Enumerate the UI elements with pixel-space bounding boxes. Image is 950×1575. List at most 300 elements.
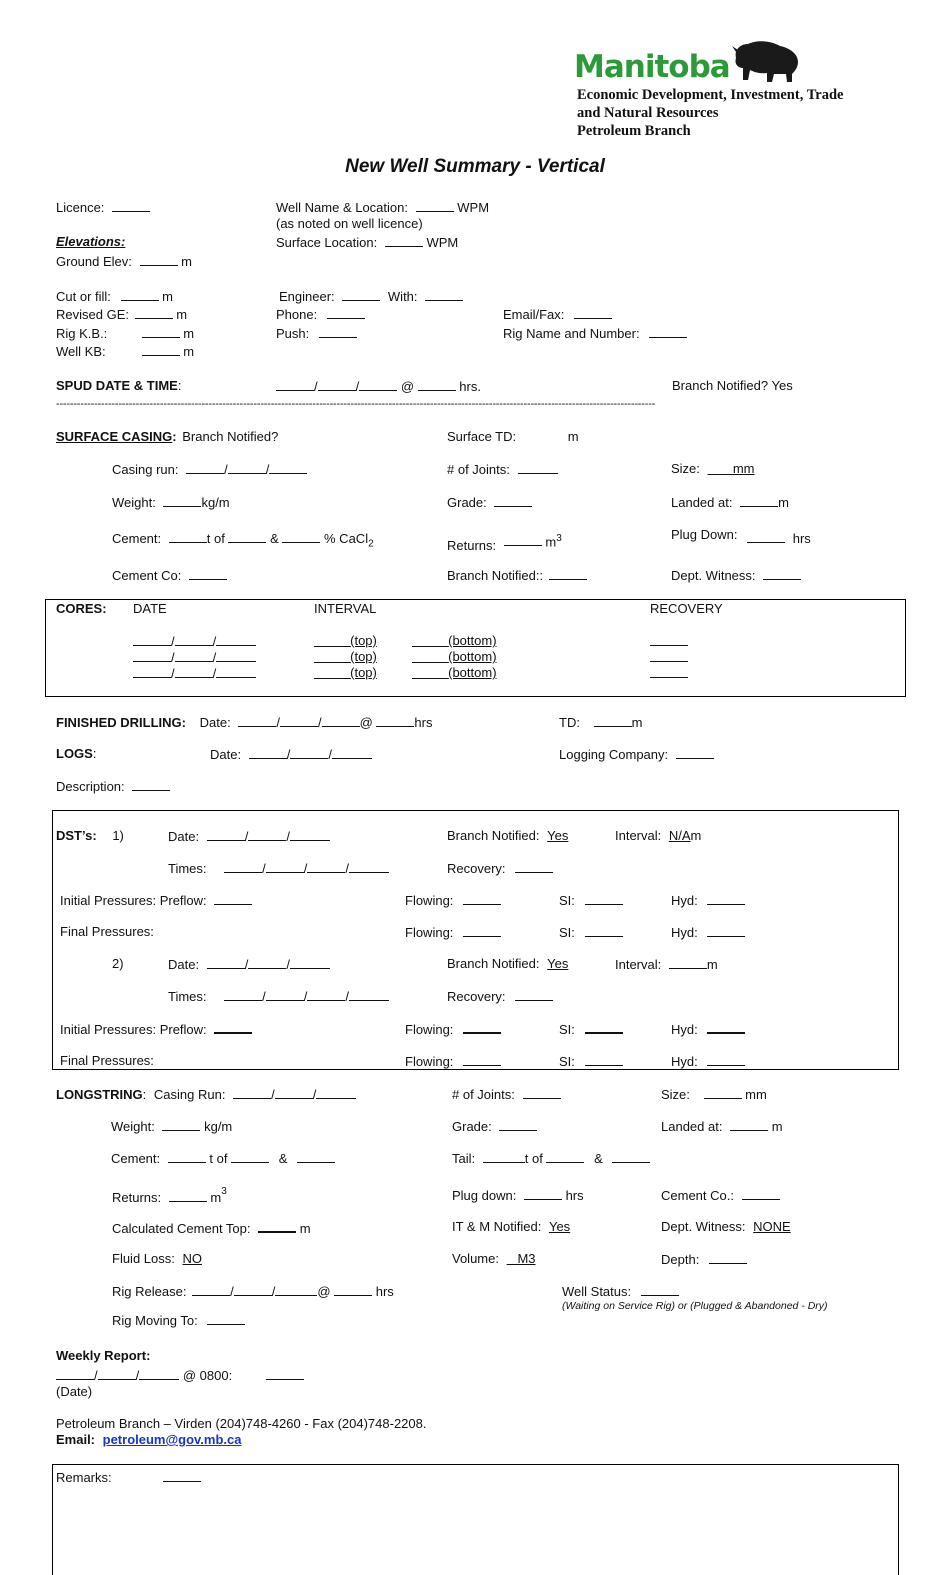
dst-year-field[interactable]: [290, 956, 330, 969]
dst-2-date-row: Date: / /: [168, 956, 330, 973]
spud-time-field[interactable]: [418, 378, 456, 391]
ls-landed-field[interactable]: [730, 1118, 768, 1131]
dst-time-field[interactable]: [266, 860, 304, 873]
rig-release-day-field[interactable]: [192, 1283, 230, 1296]
ground-elev-field[interactable]: [140, 253, 178, 266]
m-unit: m: [183, 344, 195, 359]
dst-times-label: Times:: [168, 989, 207, 1004]
dst-branch-yes: Yes: [547, 828, 569, 843]
sc-branch-notified-label: Branch Notified?: [182, 429, 279, 444]
cores-date-header: DATE: [133, 601, 167, 616]
ls-dept-witness-row: [661, 1219, 791, 1235]
m-unit: m: [631, 715, 643, 730]
hyd-row: [671, 892, 745, 909]
rig-name-label: Rig Name and Number:: [503, 326, 640, 341]
logging-company-field[interactable]: [676, 746, 714, 759]
spud-label-text: SPUD DATE & TIME: [56, 378, 178, 393]
si-field[interactable]: [585, 892, 623, 905]
dst-2-times-row: Times: / / /: [168, 988, 389, 1005]
depth-field[interactable]: [709, 1251, 747, 1264]
mm-unit: mm: [732, 461, 755, 476]
longstring-row: LONGSTRING: Casing Run: / /: [56, 1086, 356, 1103]
top-label: (top): [350, 649, 377, 664]
sc-cement-co-field[interactable]: [189, 567, 227, 580]
t-of-label: t of: [206, 531, 225, 546]
with-field[interactable]: [425, 288, 463, 301]
sc-cement-field[interactable]: [169, 530, 207, 543]
itm-yes: Yes: [548, 1219, 571, 1234]
t-of-label: t of: [209, 1151, 228, 1166]
rig-release-time-field[interactable]: [334, 1283, 372, 1296]
phone-label: Phone:: [276, 307, 318, 322]
dst-year-field[interactable]: [290, 828, 330, 841]
hyd-label: Hyd:: [671, 1054, 698, 1069]
logging-company-row: [559, 746, 714, 763]
rig-moving-label: Rig Moving To:: [112, 1313, 198, 1328]
dst-date-label: Date:: [168, 829, 200, 844]
dst-month-field[interactable]: [248, 828, 286, 841]
td-field[interactable]: [594, 714, 632, 727]
spud-branch-notified: Branch Notified? Yes: [672, 378, 793, 393]
sc-size-field[interactable]: [708, 461, 755, 476]
sc-joints-field[interactable]: [518, 461, 558, 474]
licence-row: [56, 199, 150, 216]
dept-witness-none: NONE: [753, 1219, 791, 1234]
dst-month-field[interactable]: [248, 956, 286, 969]
remarks-field[interactable]: [163, 1469, 201, 1482]
si-row: [559, 1020, 623, 1038]
core-month-field[interactable]: [175, 649, 213, 662]
td-row: [559, 714, 642, 731]
hrs-label: hrs.: [459, 379, 481, 394]
dst-day-field[interactable]: [207, 956, 245, 969]
ls-cement-field[interactable]: [168, 1150, 206, 1163]
sc-cement-co-label: Cement Co:: [112, 568, 182, 583]
spud-day-field[interactable]: [276, 378, 314, 391]
hyd-row: [671, 924, 745, 941]
ls-returns-row: [112, 1184, 227, 1206]
casing-run-label: Casing run:: [112, 462, 179, 477]
core-top-field[interactable]: [314, 649, 377, 665]
sc-plug-down-row: [671, 526, 811, 546]
m-unit: m: [162, 289, 173, 304]
ls-weight-field[interactable]: [162, 1118, 200, 1131]
amp-label: &: [278, 1151, 288, 1166]
description-label: Description:: [56, 779, 125, 794]
dst-time-field[interactable]: [349, 860, 389, 873]
ls-size-label: Size:: [661, 1087, 690, 1102]
cut-fill-field[interactable]: [121, 288, 159, 301]
sc-cement-row: [112, 530, 374, 553]
logs-month-field[interactable]: [290, 746, 328, 759]
longstring-label: LONGSTRING: [56, 1087, 143, 1102]
ls-weight-row: [111, 1118, 232, 1135]
sc-branch-notified2-field[interactable]: [549, 567, 587, 580]
licence-label: Licence:: [56, 200, 105, 215]
core-row: / /: [133, 665, 256, 682]
calc-cement-top-field[interactable]: [258, 1219, 296, 1233]
surface-casing-heading: SURFACE CASING: Branch Notified?: [56, 429, 279, 444]
sc-branch-notified-row: [447, 567, 587, 584]
core-recovery-field[interactable]: [650, 665, 688, 682]
si-row: [559, 892, 623, 909]
sc-cement-type-field[interactable]: [228, 530, 266, 543]
sc-landed-field[interactable]: [740, 494, 778, 507]
ls-cement-row: [111, 1150, 335, 1167]
ls-tail-additive-field[interactable]: [612, 1150, 650, 1163]
sc-landed-row: [671, 494, 789, 511]
dst-2-final-row: [60, 1053, 154, 1069]
sc-size-label: Size:: [671, 461, 700, 476]
ls-cement-co-label: Cement Co.:: [661, 1188, 734, 1203]
sc-returns-field[interactable]: [504, 533, 542, 546]
as-noted-note: (as noted on well licence): [276, 216, 423, 231]
spud-datetime: / / @ hrs.: [276, 378, 481, 395]
sc-weight-label: Weight:: [112, 495, 156, 510]
email-fax-field[interactable]: [574, 306, 612, 319]
remarks-row: [56, 1469, 201, 1486]
si-row: [559, 924, 623, 941]
sc-landed-label: Landed at:: [671, 495, 733, 510]
m3-superscript: 3: [556, 533, 562, 544]
revised-ge-row: [56, 306, 187, 323]
rig-kb-field[interactable]: [142, 325, 180, 338]
dst-2-number: 2): [112, 956, 124, 971]
core-day-field[interactable]: [133, 649, 171, 662]
dept-line-1: Economic Development, Investment, Trade: [577, 87, 844, 103]
hyd-field[interactable]: [707, 1020, 745, 1034]
sc-branch-notified2-label: Branch Notified::: [447, 568, 544, 583]
dst-time-field[interactable]: [266, 988, 304, 1001]
well-kb-row: [56, 343, 194, 360]
ls-tail-type-field[interactable]: [546, 1150, 584, 1163]
final-pressures-label: Final Pressures:: [60, 1053, 154, 1068]
sc-plug-down-field[interactable]: [747, 530, 785, 543]
ls-size-field[interactable]: [704, 1086, 742, 1099]
revised-ge-label: Revised GE:: [56, 307, 129, 322]
dst-recovery-field[interactable]: [515, 860, 553, 873]
top-label: (top): [350, 665, 377, 680]
volume-label: Volume:: [452, 1251, 499, 1266]
dst-time-field[interactable]: [307, 988, 345, 1001]
manitoba-logo: [574, 50, 730, 90]
ls-plug-down-field[interactable]: [524, 1187, 562, 1200]
push-label: Push:: [276, 326, 310, 341]
dst-1-recovery-row: [447, 860, 553, 877]
core-year-field[interactable]: [216, 665, 256, 678]
finished-drilling-label: FINISHED DRILLING:: [56, 715, 186, 730]
sc-weight-row: [112, 494, 230, 511]
rig-name-field[interactable]: [649, 325, 687, 338]
well-name-label: Well Name & Location:: [276, 200, 408, 215]
cacl-subscript: 2: [368, 538, 374, 550]
weekly-time-field[interactable]: [266, 1367, 304, 1380]
rig-release-month-field[interactable]: [234, 1283, 272, 1296]
casing-run-month-field[interactable]: [228, 461, 266, 474]
si-field[interactable]: [585, 1053, 623, 1066]
ls-grade-label: Grade:: [452, 1119, 492, 1134]
ls-grade-field[interactable]: [499, 1118, 537, 1131]
hrs-label: hrs: [414, 715, 433, 730]
ls-depth-row: [661, 1251, 747, 1268]
m3-unit: m: [545, 534, 557, 550]
flowing-field[interactable]: [463, 1053, 501, 1066]
rig-kb-label: Rig K.B.:: [56, 326, 108, 341]
core-month-field[interactable]: [175, 665, 213, 678]
surface-td-label: Surface TD:: [447, 429, 517, 444]
hyd-label: Hyd:: [671, 893, 698, 908]
email-label: Email:: [56, 1432, 96, 1447]
ground-elev-label: Ground Elev:: [56, 254, 132, 269]
surface-location-label: Surface Location:: [276, 235, 378, 250]
dept-line-2: and Natural Resources: [577, 105, 719, 121]
ls-fluid-loss-row: [112, 1251, 202, 1267]
preflow-field[interactable]: [214, 892, 252, 905]
flowing-row: [405, 1053, 501, 1070]
amp-label: &: [270, 531, 279, 546]
rig-release-row: Rig Release: / / @ hrs: [112, 1284, 394, 1299]
ls-tail-row: [452, 1150, 650, 1167]
sc-grade-field[interactable]: [494, 494, 532, 507]
logs-date-label: Date:: [210, 747, 242, 762]
flowing-label: Flowing:: [405, 925, 454, 940]
surface-location-field[interactable]: [385, 234, 423, 247]
itm-notified-label: IT & M Notified:: [452, 1219, 542, 1234]
licence-field[interactable]: [112, 199, 150, 212]
hyd-field[interactable]: [707, 924, 745, 937]
email-fax-row: [503, 306, 612, 323]
cut-fill-label: Cut or fill:: [56, 289, 111, 304]
si-label: SI:: [559, 925, 575, 940]
fd-time-field[interactable]: [376, 714, 414, 727]
email-row: [56, 1432, 242, 1448]
divider-dashes: -----------------------------------------------------------------------------------------------------------------------------------------------------------------------------: [56, 398, 656, 410]
ls-itm-row: [452, 1219, 570, 1235]
si-label: SI:: [559, 1022, 575, 1037]
dst-recovery-field[interactable]: [515, 988, 553, 1001]
kgm-unit: kg/m: [201, 495, 230, 510]
description-field[interactable]: [132, 778, 170, 791]
well-name-field[interactable]: [416, 199, 454, 212]
ls-joints-label: # of Joints:: [452, 1087, 515, 1102]
ls-joints-field[interactable]: [523, 1086, 561, 1099]
flowing-field[interactable]: [463, 892, 501, 905]
casing-run-row: Casing run: / /: [112, 461, 307, 478]
dst-time-field[interactable]: [349, 988, 389, 1001]
sc-returns-label: Returns:: [447, 538, 497, 554]
logs-year-field[interactable]: [332, 746, 372, 759]
ls-day-field[interactable]: [233, 1086, 271, 1099]
spud-label: [56, 378, 181, 394]
hyd-field[interactable]: [707, 1053, 745, 1066]
core-month-field[interactable]: [175, 633, 213, 646]
sc-cacl-field[interactable]: [282, 530, 320, 543]
spud-colon: :: [177, 378, 182, 393]
dst-time-field[interactable]: [224, 988, 262, 1001]
core-top-field[interactable]: [314, 665, 377, 681]
rig-release-year-field[interactable]: [275, 1283, 317, 1296]
preflow-field[interactable]: [214, 1020, 252, 1034]
engineer-field[interactable]: [342, 288, 380, 301]
si-field[interactable]: [585, 1020, 623, 1034]
sc-dept-witness-label: Dept. Witness:: [671, 568, 756, 583]
logs-label: [56, 746, 96, 762]
logs-label-text: LOGS: [56, 746, 93, 761]
flowing-label: Flowing:: [405, 1054, 454, 1069]
rig-name-row: [503, 325, 687, 342]
ls-returns-field[interactable]: [169, 1189, 207, 1202]
si-label: SI:: [559, 1054, 575, 1069]
dst-1-branch-row: [447, 828, 568, 844]
rig-moving-field[interactable]: [207, 1312, 245, 1325]
flowing-field[interactable]: [463, 924, 501, 937]
elevations-heading: Elevations:: [56, 234, 126, 249]
ls-volume-row: [452, 1251, 536, 1267]
flowing-label: Flowing:: [405, 893, 454, 908]
initial-pressures-label: Initial Pressures: Preflow:: [60, 893, 207, 908]
dst-1-initial-row: [60, 892, 252, 909]
core-recovery-field[interactable]: [650, 633, 688, 650]
core-day-field[interactable]: [133, 633, 171, 646]
dst-interval-na: N/A: [668, 828, 691, 843]
si-label: SI:: [559, 893, 575, 908]
core-year-field[interactable]: [216, 633, 256, 646]
dst-1-final-row: [60, 924, 154, 940]
dst-2-initial-row: [60, 1020, 252, 1038]
revised-ge-field[interactable]: [135, 306, 173, 319]
kgm-unit: kg/m: [204, 1119, 233, 1134]
hyd-row: [671, 1053, 745, 1070]
bottom-label: (bottom): [448, 665, 497, 680]
initial-pressures-label: Initial Pressures: Preflow:: [60, 1022, 207, 1037]
ls-tail-label: Tail:: [452, 1151, 476, 1166]
push-row: [276, 325, 357, 342]
ls-cement-co-row: [661, 1187, 780, 1204]
final-pressures-label: Final Pressures:: [60, 924, 154, 939]
sc-returns-row: [447, 531, 562, 554]
core-bottom-field[interactable]: [412, 649, 497, 665]
dst-1-date-row: Date: / /: [168, 828, 330, 845]
core-recovery-field[interactable]: [650, 649, 688, 666]
m-unit: m: [771, 1119, 783, 1134]
finished-drilling-row: FINISHED DRILLING: Date: / / @ hrs: [56, 715, 433, 730]
phone-field[interactable]: [327, 306, 365, 319]
surface-td-row: [447, 429, 579, 445]
dst-interval-field[interactable]: [669, 956, 707, 969]
m-unit: m: [299, 1221, 311, 1236]
ls-additive-field[interactable]: [297, 1150, 335, 1163]
sc-grade-row: [447, 494, 532, 511]
well-status-field[interactable]: [641, 1283, 679, 1296]
flowing-field[interactable]: [463, 1020, 501, 1034]
well-status-label: Well Status:: [562, 1284, 632, 1299]
ls-cement-type-field[interactable]: [231, 1150, 269, 1163]
logs-day-field[interactable]: [249, 746, 287, 759]
sc-weight-field[interactable]: [163, 494, 201, 507]
sc-cement-co-row: [112, 567, 227, 584]
m3-superscript: 3: [221, 1186, 227, 1197]
core-row: / /: [133, 633, 256, 650]
ls-dept-witness-label: Dept. Witness:: [661, 1219, 746, 1234]
dst-day-field[interactable]: [207, 828, 245, 841]
fd-month-field[interactable]: [280, 714, 318, 727]
dst-time-field[interactable]: [307, 860, 345, 873]
core-day-field[interactable]: [133, 665, 171, 678]
ls-plug-down-row: [452, 1187, 584, 1204]
si-row: [559, 1053, 623, 1070]
si-field[interactable]: [585, 924, 623, 937]
rig-moving-row: [112, 1312, 245, 1329]
engineer-row: [279, 288, 463, 305]
flowing-row: [405, 1020, 501, 1038]
m3-unit: m: [210, 1190, 222, 1206]
ls-month-field[interactable]: [275, 1086, 313, 1099]
flowing-label: Flowing:: [405, 1022, 454, 1037]
sc-joints-row: [447, 461, 558, 478]
spud-month-field[interactable]: [318, 378, 356, 391]
ls-year-field[interactable]: [316, 1086, 356, 1099]
dst-1-number: 1): [112, 828, 124, 843]
core-year-field[interactable]: [216, 649, 256, 662]
ls-casing-run-label: Casing Run:: [153, 1087, 226, 1102]
remarks-label: Remarks:: [56, 1470, 112, 1485]
page-title: New Well Summary - Vertical: [345, 156, 605, 177]
core-top-field[interactable]: [314, 633, 377, 649]
fd-year-field[interactable]: [322, 714, 360, 727]
engineer-label: Engineer:: [279, 289, 335, 304]
dst-branch-notified-label: Branch Notified:: [447, 828, 540, 843]
well-status-note: (Waiting on Service Rig) or (Plugged & Abandoned - Dry): [562, 1300, 828, 1312]
m-unit: m: [706, 957, 718, 972]
volume-field[interactable]: [507, 1251, 536, 1266]
core-bottom-field[interactable]: [412, 665, 497, 681]
logs-colon: :: [92, 746, 97, 761]
email-link[interactable]: petroleum@gov.mb.ca: [102, 1432, 242, 1447]
wpm-label-2: WPM: [426, 235, 459, 250]
cores-interval-header: INTERVAL: [314, 601, 377, 616]
amp-label: &: [594, 1151, 603, 1166]
ls-tail-field[interactable]: [483, 1150, 525, 1163]
core-bottom-field[interactable]: [412, 633, 497, 649]
well-kb-field[interactable]: [142, 343, 180, 356]
push-field[interactable]: [319, 325, 357, 338]
dst-time-field[interactable]: [224, 860, 262, 873]
weekly-day-field[interactable]: [56, 1367, 94, 1380]
weekly-month-field[interactable]: [98, 1367, 136, 1380]
surface-location-row: [276, 234, 458, 251]
bottom-label: (bottom): [448, 649, 497, 664]
ls-landed-row: [661, 1118, 783, 1135]
dst-label: DST’s:: [56, 828, 97, 843]
fd-day-field[interactable]: [238, 714, 276, 727]
casing-run-year-field[interactable]: [269, 461, 307, 474]
ls-weight-label: Weight:: [111, 1119, 155, 1134]
spud-year-field[interactable]: [359, 378, 397, 391]
casing-run-day-field[interactable]: [186, 461, 224, 474]
hyd-field[interactable]: [707, 892, 745, 905]
ls-cement-co-field[interactable]: [742, 1187, 780, 1200]
sc-dept-witness-field[interactable]: [763, 567, 801, 580]
dst-branch-yes: Yes: [547, 956, 569, 971]
sc-size-row: [671, 461, 755, 477]
weekly-year-field[interactable]: [139, 1367, 179, 1380]
hyd-label: Hyd:: [671, 1022, 698, 1037]
dst-interval-label: Interval:: [615, 957, 662, 972]
email-fax-label: Email/Fax:: [503, 307, 565, 322]
ls-joints-row: [452, 1086, 561, 1103]
with-label: With:: [387, 289, 418, 304]
cut-fill-row: [56, 288, 173, 305]
